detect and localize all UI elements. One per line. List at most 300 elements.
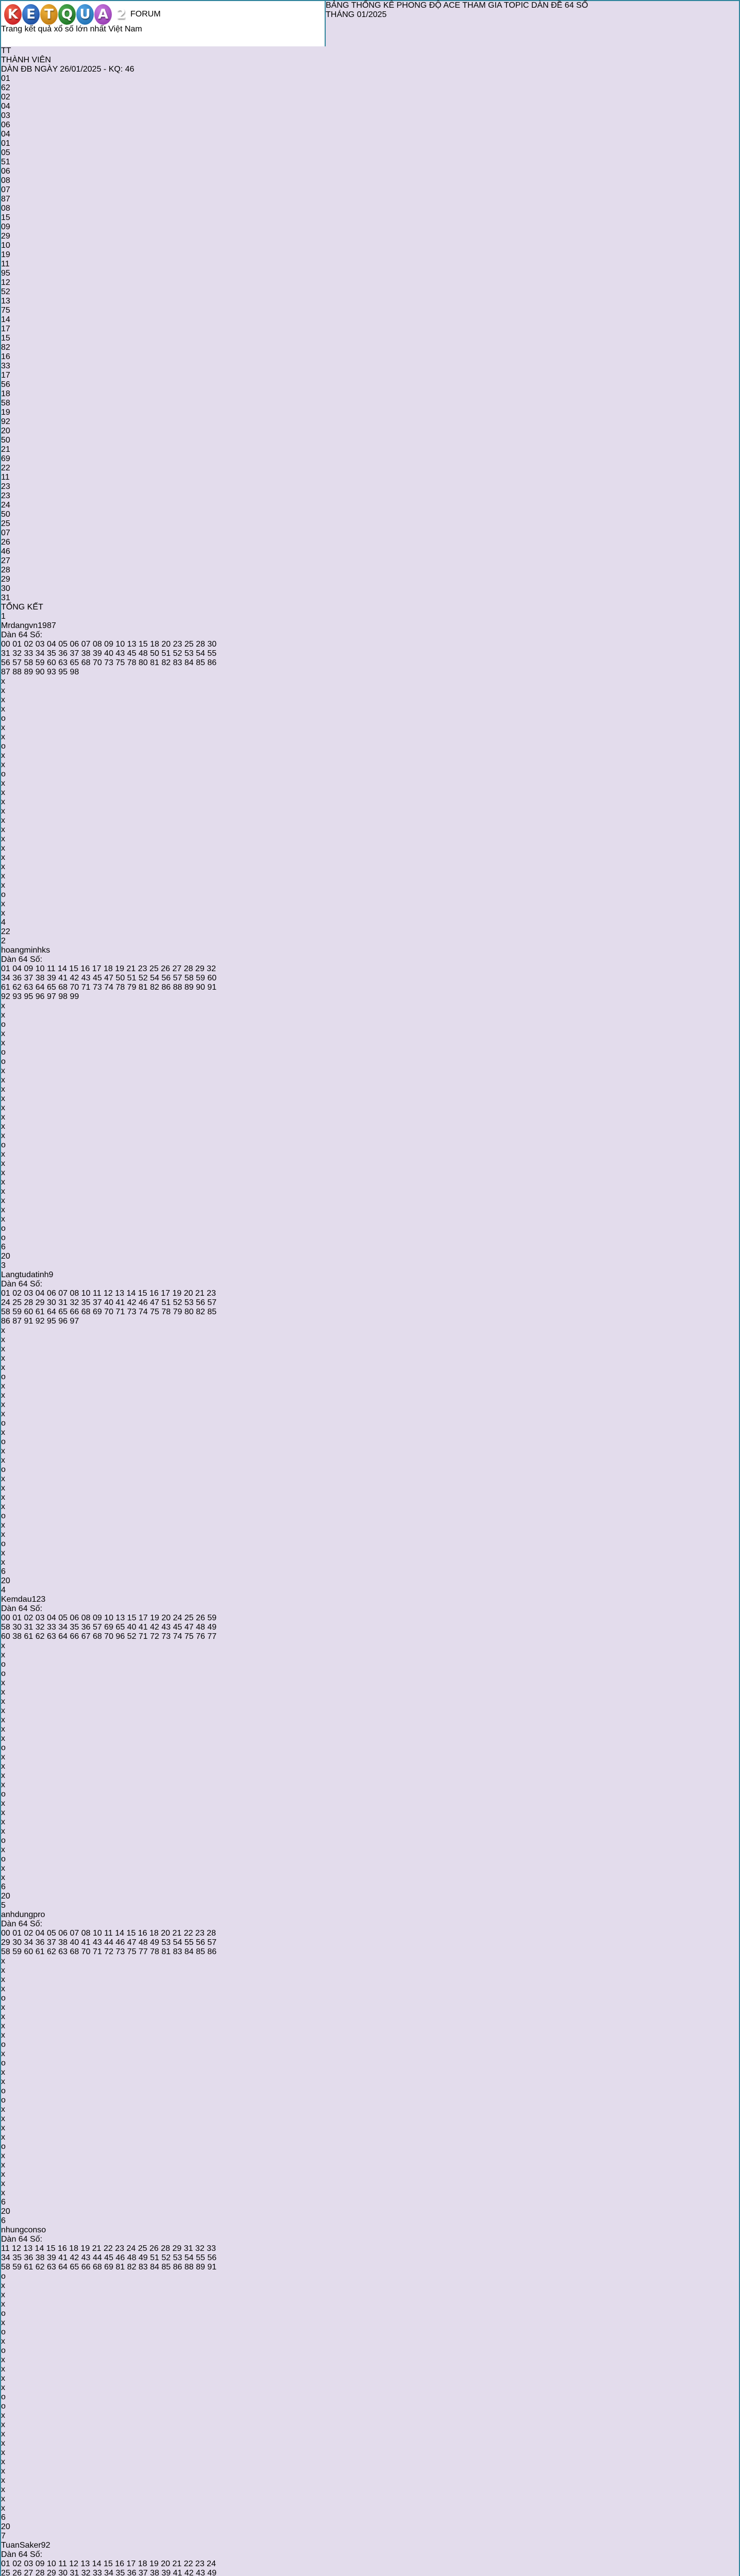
dan-line: 25 26 27 28 29 30 31 32 33 34 35 36 37 38 39 41 42 43 49: [1, 2569, 217, 2576]
day-mark-cell: [1, 2133, 739, 2142]
dan-line: 56 57 58 59 60 63 65 68 70 73 75 78 80 81 82 83 84 85 86: [1, 658, 217, 667]
hit-mark: x: [1, 900, 5, 908]
day-mark-cell: [1, 770, 739, 779]
hit-mark: x: [1, 1641, 5, 1650]
hit-mark: x: [1, 2485, 5, 2494]
hit-mark: x: [1, 2105, 5, 2114]
miss-mark: o: [1, 1141, 6, 1149]
day-header: 31: [1, 594, 10, 602]
day-mark-cell: [1, 1697, 739, 1706]
day-mark-cell: [1, 2504, 739, 2513]
member-tt: 4: [1, 1586, 6, 1595]
day-mark-cell: [1, 1196, 739, 1206]
hit-mark: x: [1, 1410, 5, 1418]
day-mark-cell: [1, 1020, 739, 1029]
day-mark-cell: [1, 2022, 739, 2031]
day-mark-cell: [1, 1790, 739, 1799]
dan-line: 86 87 91 92 95 96 97: [1, 1317, 79, 1326]
day-mark-cell: [1, 1113, 739, 1122]
hit-mark: x: [1, 1335, 5, 1344]
hit-mark: x: [1, 1818, 5, 1826]
day-mark-cell: [1, 1549, 739, 1558]
hit-mark: x: [1, 2124, 5, 2132]
day-mark-cell: [1, 1057, 739, 1066]
hit-mark: x: [1, 1122, 5, 1131]
day-mark-cell: [1, 1688, 739, 1697]
hit-mark: x: [1, 1966, 5, 1975]
day-header: 28: [1, 566, 10, 574]
day-result: 04: [1, 102, 10, 111]
dan-cell: [1, 631, 739, 677]
day-mark-cell: [1, 1716, 739, 1725]
day-mark-cell: [1, 1224, 739, 1233]
total-miss-cell: 6: [1, 1567, 6, 1576]
hit-mark: x: [1, 2170, 5, 2179]
day-header: 17: [1, 371, 10, 380]
day-result: 58: [1, 399, 10, 408]
day-mark-cell: [1, 1966, 739, 1975]
dan-line: 61 62 63 64 65 68 70 71 73 74 78 79 81 82 86 88 89 90 91: [1, 983, 217, 992]
logo-letter: 2: [116, 7, 126, 22]
dan-cell: [1, 955, 739, 1002]
day-result: 92: [1, 417, 10, 426]
total-hit-cell: 20: [1, 1252, 10, 1261]
hit-mark: x: [1, 2012, 5, 2021]
day-header: 12: [1, 278, 10, 287]
day-header: 05: [1, 148, 10, 157]
hit-mark: x: [1, 2439, 5, 2448]
day-mark-cell: [1, 1836, 739, 1845]
member-tt: 5: [1, 1901, 6, 1910]
day-mark-cell: [1, 1419, 739, 1428]
day-mark-cell: [1, 1437, 739, 1447]
board-title: BẢNG THỐNG KÊ PHONG ĐỘ ACE THAM GIA TOPIC DÀN ĐỀ 64 SỐ: [326, 1, 588, 10]
hit-mark: x: [1, 1094, 5, 1103]
hit-mark: x: [1, 2300, 5, 2309]
dan-line: 58 30 31 32 33 34 35 36 57 69 65 40 41 42 43 45 47 48 49: [1, 1623, 217, 1632]
dan-line: 00 01 02 04 05 06 07 08 10 11 14 15 16 18 20 21 22 23 28: [1, 1929, 216, 1938]
day-result: 87: [1, 195, 10, 204]
day-header: 29: [1, 575, 10, 584]
logo-letter: A: [94, 4, 112, 25]
day-mark-cell: [1, 2458, 739, 2467]
day-result: 56: [1, 380, 10, 389]
day-mark-cell: [1, 742, 739, 751]
hit-mark: x: [1, 2430, 5, 2438]
day-mark-cell: [1, 1159, 739, 1168]
hit-mark: x: [1, 1104, 5, 1112]
miss-mark: o: [1, 714, 6, 723]
miss-mark: o: [1, 2328, 6, 2336]
member-name: hoangminhks: [1, 946, 51, 955]
day-mark-cell: [1, 881, 739, 890]
hit-mark: x: [1, 2411, 5, 2420]
day-mark-cell: [1, 2142, 739, 2151]
day-mark-cell: [1, 2291, 739, 2300]
day-result: 23: [1, 492, 10, 500]
day-mark-cell: [1, 2179, 739, 2189]
hit-mark: x: [1, 2133, 5, 2142]
dan-label: Dàn 64 Số:: [1, 1280, 43, 1289]
day-mark-cell: [1, 1048, 739, 1057]
hit-mark: x: [1, 1475, 5, 1483]
hit-mark: x: [1, 862, 5, 871]
dan-line: 01 02 03 09 10 11 12 13 14 15 16 17 18 19 20 21 22 23 24: [1, 2560, 216, 2568]
hit-mark: x: [1, 825, 5, 834]
total-hit-cell: 22: [1, 927, 10, 936]
day-mark-cell: [1, 1168, 739, 1178]
day-header: 27: [1, 556, 10, 565]
hit-mark: x: [1, 1688, 5, 1697]
day-mark-cell: [1, 2430, 739, 2439]
day-mark-cell: [1, 1530, 739, 1539]
logo-letter: U: [76, 4, 94, 25]
dan-line: 58 59 60 61 64 65 66 68 69 70 71 73 74 75 78 79 80 82 85: [1, 1308, 217, 1316]
hit-mark: x: [1, 1873, 5, 1882]
day-mark-cell: [1, 1076, 739, 1085]
month-title: THÁNG 01/2025: [326, 10, 387, 19]
miss-mark: o: [1, 1419, 6, 1428]
hit-mark: x: [1, 1168, 5, 1177]
miss-mark: o: [1, 1020, 6, 1029]
day-mark-cell: [1, 2300, 739, 2309]
hit-mark: x: [1, 2068, 5, 2077]
hit-mark: x: [1, 2003, 5, 2012]
day-mark-cell: [1, 1985, 739, 1994]
hit-mark: x: [1, 1771, 5, 1780]
hit-mark: x: [1, 2467, 5, 2476]
member-row: [1, 1586, 739, 1901]
day-result: 19: [1, 250, 10, 259]
day-mark-cell: [1, 1178, 739, 1187]
day-mark-cell: [1, 1011, 739, 1020]
day-mark-cell: [1, 1150, 739, 1159]
day-mark-cell: [1, 2485, 739, 2495]
hit-mark: x: [1, 1845, 5, 1854]
col-header-member: THÀNH VIÊN: [1, 56, 51, 64]
dan-line: 29 30 34 36 37 38 40 41 43 44 46 47 48 49 53 54 55 56 57: [1, 1938, 217, 1947]
hit-mark: x: [1, 760, 5, 769]
day-mark-cell: [1, 2402, 739, 2411]
hit-mark: x: [1, 1484, 5, 1493]
hit-mark: x: [1, 2504, 5, 2513]
day-header: 13: [1, 297, 10, 306]
hit-mark: x: [1, 1076, 5, 1084]
hit-mark: x: [1, 844, 5, 853]
hit-mark: x: [1, 2179, 5, 2188]
hit-mark: x: [1, 1706, 5, 1715]
hit-mark: x: [1, 1345, 5, 1353]
hit-mark: x: [1, 1002, 5, 1010]
day-mark-cell: [1, 2439, 739, 2448]
hit-mark: x: [1, 816, 5, 825]
day-mark-cell: [1, 2077, 739, 2087]
day-mark-cell: [1, 1066, 739, 1076]
member-row: [1, 2532, 739, 2576]
hit-mark: x: [1, 909, 5, 918]
day-header: 22: [1, 464, 10, 472]
day-mark-cell: [1, 1799, 739, 1808]
day-mark-cell: [1, 677, 739, 686]
day-result: 50: [1, 510, 10, 519]
day-mark-cell: [1, 1975, 739, 1985]
day-mark-cell: [1, 1669, 739, 1679]
day-mark-cell: [1, 751, 739, 760]
hit-mark: x: [1, 1549, 5, 1557]
hit-mark: x: [1, 1206, 5, 1214]
hit-mark: x: [1, 2031, 5, 2040]
dan-line: 58 59 60 61 62 63 68 70 71 72 73 75 77 78 81 83 84 85 86: [1, 1947, 217, 1956]
hit-mark: x: [1, 733, 5, 741]
forum-badge: FORUM: [130, 10, 161, 19]
day-result: 06: [1, 121, 10, 129]
miss-mark: o: [1, 1233, 6, 1242]
day-mark-cell: [1, 1465, 739, 1475]
day-header: 19: [1, 408, 10, 417]
day-mark-cell: [1, 2161, 739, 2170]
day-mark-cell: [1, 2467, 739, 2476]
day-header: 02: [1, 93, 10, 101]
miss-mark: o: [1, 2040, 6, 2049]
hit-mark: x: [1, 1957, 5, 1965]
day-mark-cell: [1, 2151, 739, 2161]
miss-mark: o: [1, 742, 6, 751]
total-miss-cell: 6: [1, 2198, 6, 2207]
miss-mark: o: [1, 770, 6, 778]
day-header: 11: [1, 260, 10, 268]
day-mark-cell: [1, 2346, 739, 2355]
day-mark-cell: [1, 1354, 739, 1363]
site-tagline: Trang kết quả xổ số lớn nhất Việt Nam: [1, 25, 142, 33]
day-header: 16: [1, 352, 10, 361]
day-mark-cell: [1, 1651, 739, 1660]
hit-mark: x: [1, 2161, 5, 2170]
day-mark-cell: [1, 2411, 739, 2420]
hit-mark: x: [1, 705, 5, 714]
hit-mark: x: [1, 798, 5, 806]
day-mark-cell: [1, 1410, 739, 1419]
day-mark-cell: [1, 872, 739, 881]
miss-mark: o: [1, 2393, 6, 2401]
day-mark-cell: [1, 2087, 739, 2096]
day-mark-cell: [1, 1039, 739, 1048]
dan-line: 34 35 36 38 39 41 42 43 44 45 46 48 49 51 52 53 54 55 56: [1, 2253, 217, 2262]
day-mark-cell: [1, 825, 739, 835]
day-mark-cell: [1, 696, 739, 705]
miss-mark: o: [1, 2087, 6, 2095]
miss-mark: o: [1, 2309, 6, 2318]
miss-mark: o: [1, 1994, 6, 2003]
day-mark-cell: [1, 1725, 739, 1734]
day-mark-cell: [1, 1456, 739, 1465]
day-mark-cell: [1, 1122, 739, 1131]
miss-mark: o: [1, 1057, 6, 1066]
day-mark-cell: [1, 1141, 739, 1150]
hit-mark: x: [1, 1864, 5, 1873]
dan-label: Dàn 64 Số:: [1, 2550, 43, 2559]
day-mark-cell: [1, 788, 739, 798]
miss-mark: o: [1, 1790, 6, 1799]
miss-mark: o: [1, 1836, 6, 1845]
day-mark-cell: [1, 2096, 739, 2105]
miss-mark: o: [1, 2402, 6, 2411]
day-mark-cell: [1, 1539, 739, 1549]
total-hit-cell: 20: [1, 1577, 10, 1585]
member-tt: 3: [1, 1261, 6, 1270]
hit-mark: x: [1, 1085, 5, 1094]
hit-mark: x: [1, 2458, 5, 2466]
dan-cell: [1, 2550, 739, 2576]
hit-mark: x: [1, 1113, 5, 1122]
day-mark-cell: [1, 900, 739, 909]
miss-mark: o: [1, 2142, 6, 2151]
day-mark-cell: [1, 2309, 739, 2318]
day-result: 11: [1, 473, 10, 482]
hit-mark: x: [1, 1391, 5, 1400]
dan-label: Dàn 64 Số:: [1, 1604, 43, 1613]
day-mark-cell: [1, 1215, 739, 1224]
day-mark-cell: [1, 1447, 739, 1456]
hit-mark: x: [1, 2281, 5, 2290]
day-mark-cell: [1, 1558, 739, 1567]
member-name: TuanSaker92: [1, 2541, 51, 2550]
total-hit-cell: 20: [1, 2207, 10, 2216]
hit-mark: x: [1, 788, 5, 797]
day-mark-cell: [1, 1873, 739, 1883]
hit-mark: x: [1, 1178, 5, 1187]
day-result: 15: [1, 213, 10, 222]
day-mark-cell: [1, 816, 739, 825]
hit-mark: x: [1, 1781, 5, 1789]
member-row: [1, 1261, 739, 1586]
hit-mark: x: [1, 872, 5, 880]
day-result: 46: [1, 547, 10, 556]
dan-line: 87 88 89 90 93 95 98: [1, 668, 79, 676]
day-header: 07: [1, 185, 10, 194]
hit-mark: x: [1, 1150, 5, 1159]
member-tt: 2: [1, 937, 6, 945]
hit-mark: x: [1, 1734, 5, 1743]
day-mark-cell: [1, 1029, 739, 1039]
logo-letter: K: [4, 4, 22, 25]
hit-mark: x: [1, 835, 5, 843]
hit-mark: x: [1, 2151, 5, 2160]
dan-line: 00 01 02 03 04 05 06 07 08 09 10 13 15 18 20 23 25 28 30: [1, 640, 217, 649]
dan-label: Dàn 64 Số:: [1, 631, 43, 639]
day-mark-cell: [1, 2105, 739, 2114]
miss-mark: o: [1, 1660, 6, 1669]
dan-line: 24 25 28 29 30 31 32 35 37 40 41 42 46 47 51 52 53 56 57: [1, 1298, 217, 1307]
day-mark-cell: [1, 686, 739, 696]
day-header: 10: [1, 241, 10, 250]
day-result: 52: [1, 287, 10, 296]
miss-mark: o: [1, 2096, 6, 2105]
day-mark-cell: [1, 909, 739, 918]
total-hit-cell: 20: [1, 1892, 10, 1901]
day-result: 69: [1, 454, 10, 463]
dan-line: 58 59 61 62 63 64 65 66 68 69 81 82 83 84 85 86 88 89 91: [1, 2263, 217, 2272]
day-mark-cell: [1, 2012, 739, 2022]
member-row: [1, 937, 739, 1261]
day-mark-cell: [1, 1845, 739, 1855]
hit-mark: x: [1, 2383, 5, 2392]
day-mark-cell: [1, 844, 739, 853]
hit-mark: x: [1, 1029, 5, 1038]
hit-mark: x: [1, 2365, 5, 2374]
day-result: 62: [1, 83, 10, 92]
hit-mark: x: [1, 686, 5, 695]
day-mark-cell: [1, 1781, 739, 1790]
hit-mark: x: [1, 853, 5, 862]
day-mark-cell: [1, 779, 739, 788]
miss-mark: o: [1, 1669, 6, 1678]
day-mark-cell: [1, 1743, 739, 1753]
day-mark-cell: [1, 2337, 739, 2346]
miss-mark: o: [1, 1512, 6, 1520]
day-header: 26: [1, 538, 10, 547]
day-header: 01: [1, 74, 10, 83]
member-name: Kemdau123: [1, 1595, 46, 1604]
day-result: 75: [1, 306, 10, 315]
total-hit-cell: 20: [1, 2522, 10, 2531]
hit-mark: x: [1, 1428, 5, 1437]
day-mark-cell: [1, 705, 739, 714]
day-mark-cell: [1, 1762, 739, 1771]
logo-letter: Q: [58, 4, 76, 25]
hit-mark: x: [1, 1762, 5, 1771]
day-mark-cell: [1, 1521, 739, 1530]
day-mark-cell: [1, 1957, 739, 1966]
miss-mark: o: [1, 1372, 6, 1381]
dan-label: Dàn 64 Số:: [1, 2235, 43, 2244]
day-mark-cell: [1, 1372, 739, 1382]
miss-mark: o: [1, 1539, 6, 1548]
hit-mark: x: [1, 1215, 5, 1224]
dan-line: 34 36 37 38 39 41 42 43 45 47 50 51 52 54 56 57 58 59 60: [1, 974, 217, 982]
day-result: 50: [1, 436, 10, 445]
hit-mark: x: [1, 1753, 5, 1761]
day-mark-cell: [1, 2003, 739, 2012]
hit-mark: x: [1, 1159, 5, 1168]
member-row: [1, 612, 739, 937]
miss-mark: o: [1, 1224, 6, 1233]
day-header: 14: [1, 315, 10, 324]
day-mark-cell: [1, 1660, 739, 1669]
day-mark-cell: [1, 1502, 739, 1512]
hit-mark: x: [1, 1679, 5, 1687]
hit-mark: x: [1, 2049, 5, 2058]
hit-mark: x: [1, 2189, 5, 2197]
day-mark-cell: [1, 2328, 739, 2337]
hit-mark: x: [1, 1521, 5, 1530]
hit-mark: x: [1, 677, 5, 686]
dan-line: 60 38 61 62 63 64 66 67 68 70 96 52 71 72 73 74 75 76 77: [1, 1632, 217, 1641]
dan-line: 00 01 02 03 04 05 06 08 09 10 13 15 17 19 20 24 25 26 59: [1, 1614, 217, 1622]
day-mark-cell: [1, 1512, 739, 1521]
miss-mark: o: [1, 1855, 6, 1863]
day-mark-cell: [1, 2059, 739, 2068]
miss-mark: o: [1, 1048, 6, 1057]
hit-mark: x: [1, 1827, 5, 1836]
day-mark-cell: [1, 2189, 739, 2198]
page-header: [1, 1, 739, 46]
hit-mark: x: [1, 1354, 5, 1363]
day-mark-cell: [1, 2040, 739, 2049]
hit-mark: x: [1, 1382, 5, 1391]
total-miss-cell: 4: [1, 918, 6, 927]
dan-line: 31 32 33 34 35 36 37 38 39 40 43 45 48 50 51 52 53 54 55: [1, 649, 217, 658]
day-mark-cell: [1, 2124, 739, 2133]
